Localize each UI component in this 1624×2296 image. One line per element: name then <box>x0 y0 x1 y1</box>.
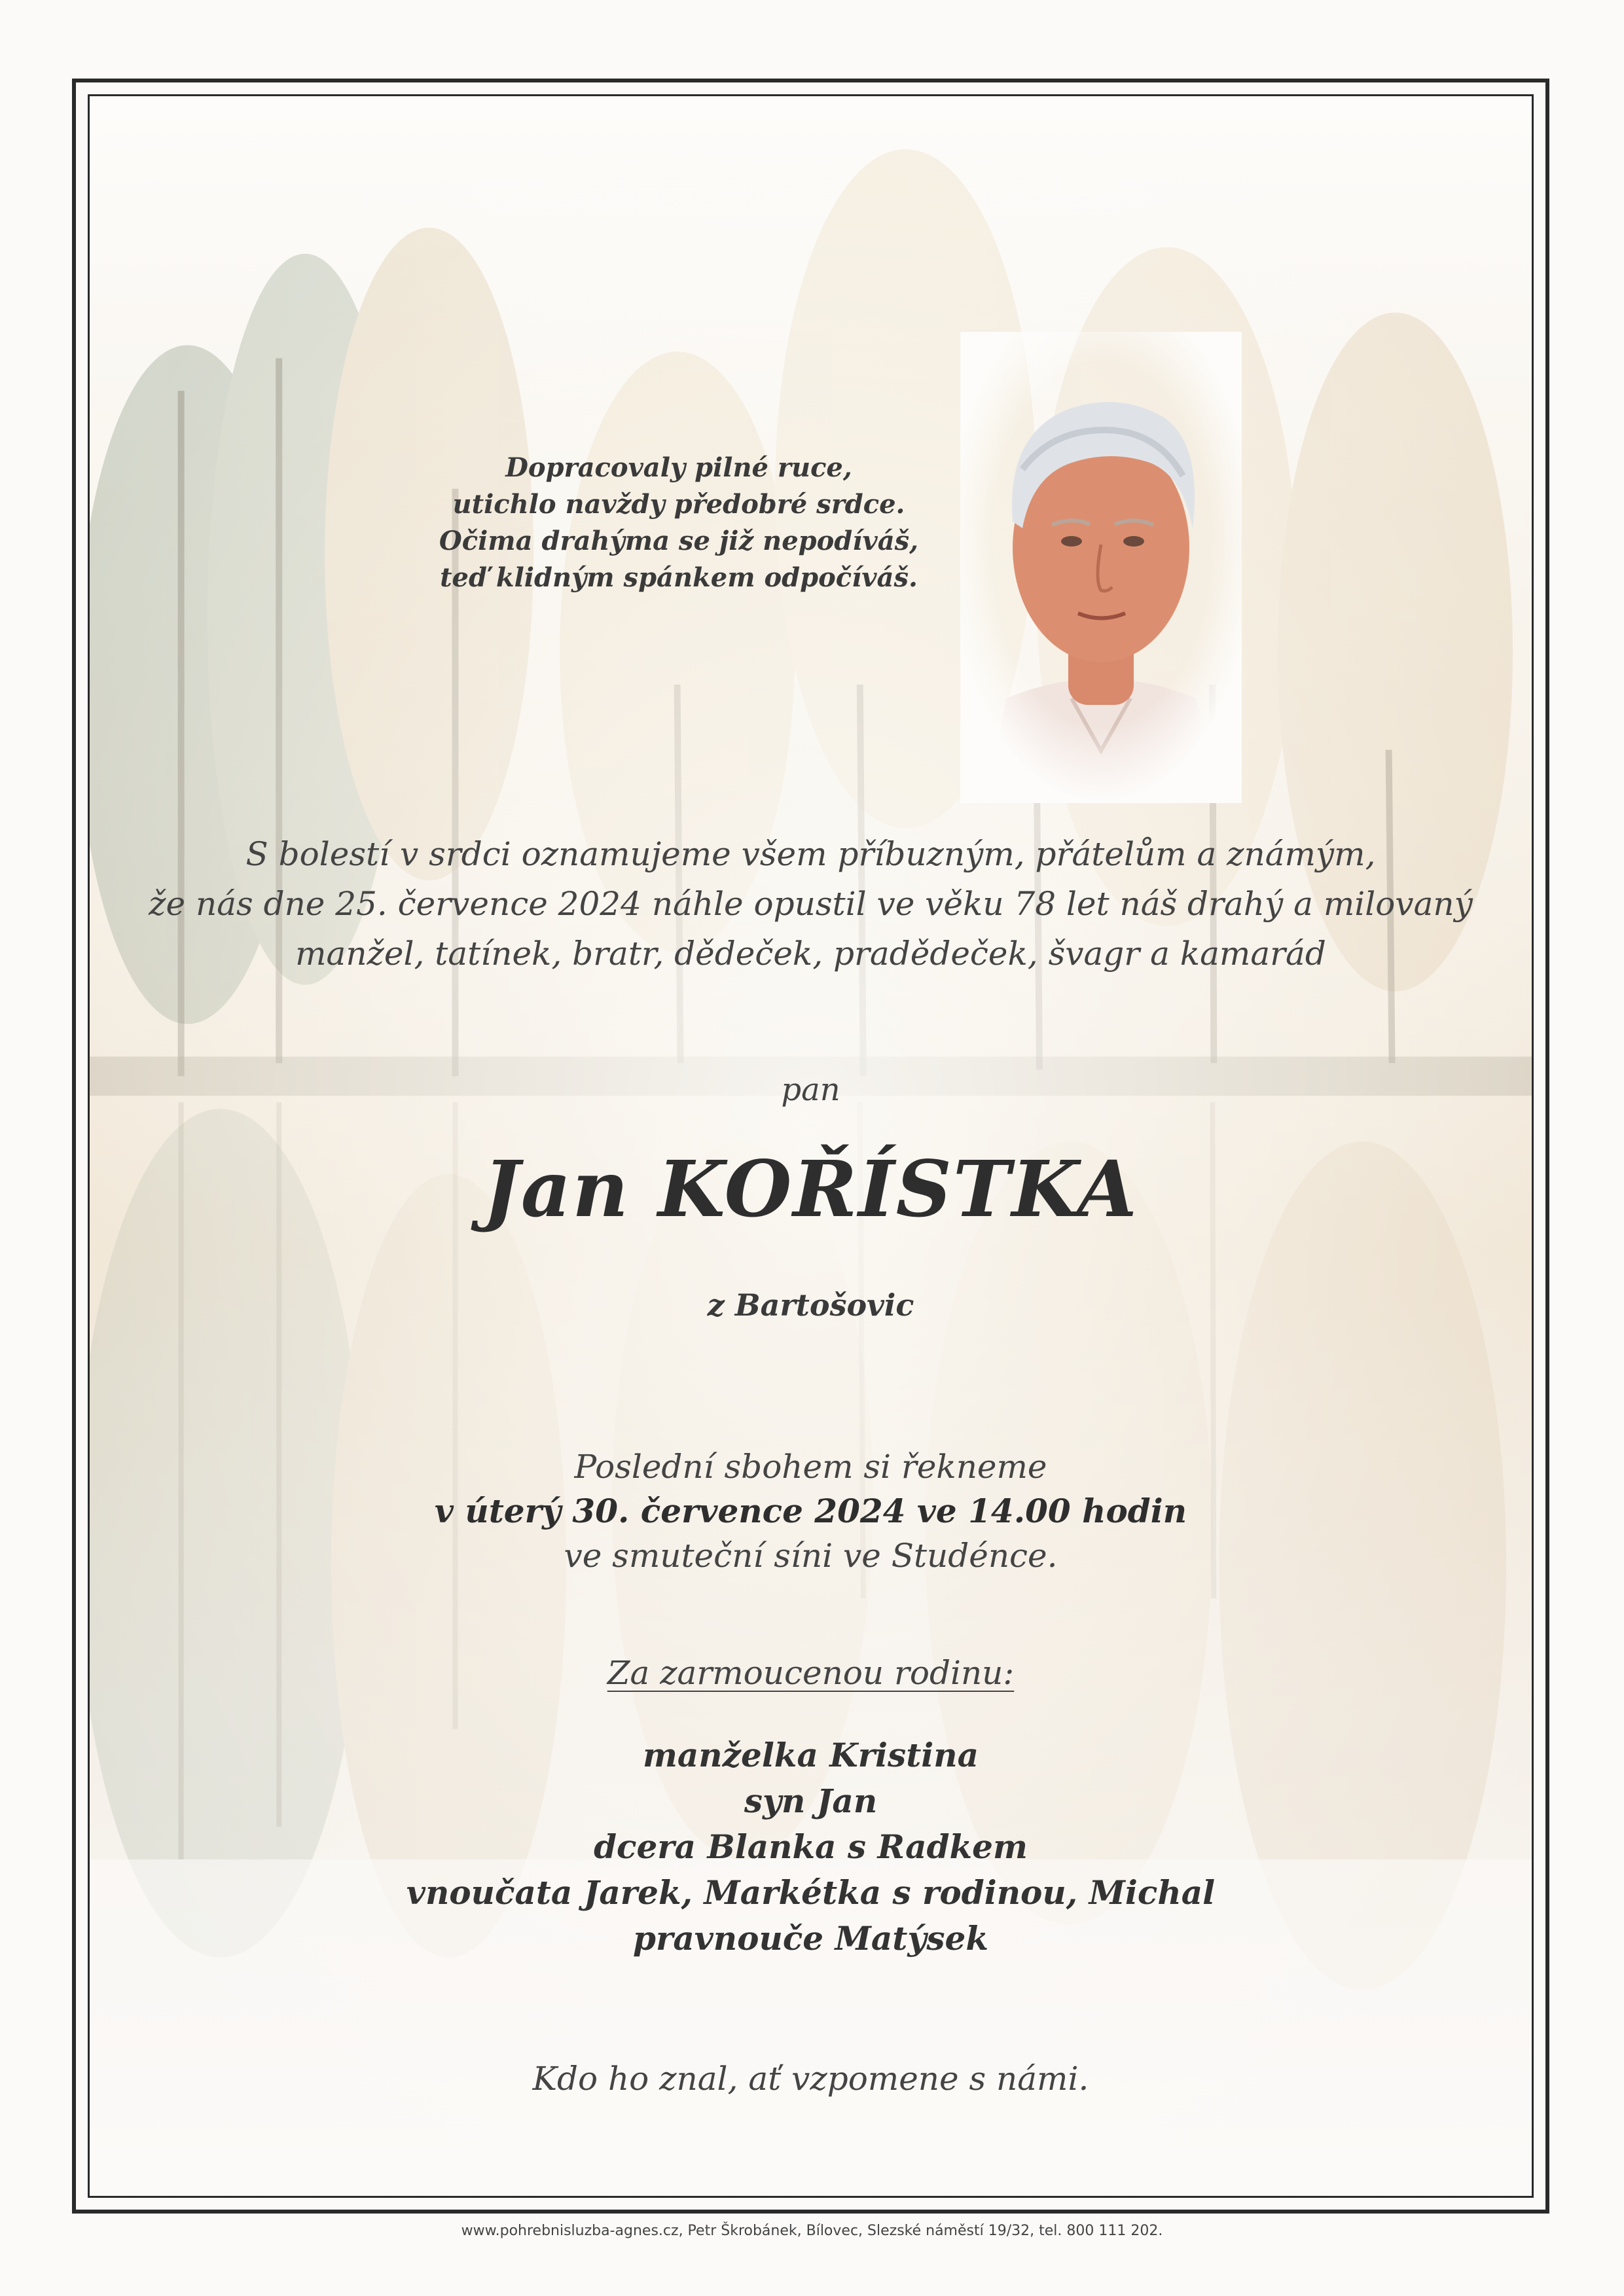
poem-line: utichlo navždy předobré srdce. <box>452 489 905 520</box>
farewell-details <box>90 1444 1532 1578</box>
portrait-photo <box>960 332 1242 803</box>
origin: z Bartošovic <box>707 1287 914 1323</box>
farewell-line: Poslední sbohem si řekneme <box>574 1448 1047 1486</box>
family-member: pravnouče Matýsek <box>633 1919 988 1958</box>
family-member: dcera Blanka s Radkem <box>594 1827 1028 1866</box>
farewell-place: ve smuteční síni ve Studénce. <box>564 1537 1058 1575</box>
poem-line: Očima drahýma se již nepodíváš, <box>439 526 919 556</box>
announcement-line: S bolestí v srdci oznamujeme všem příbuzným, přátelům a známým, <box>245 835 1376 873</box>
family-member: vnoučata Jarek, Markétka s rodinou, Michal <box>406 1873 1216 1912</box>
family-member: syn Jan <box>744 1782 878 1820</box>
deceased-name: Jan KOŘÍSTKA <box>483 1143 1138 1234</box>
poem <box>352 450 1006 596</box>
announcement <box>90 829 1532 978</box>
footer-contact: www.pohrebnisluzba-agnes.cz, Petr Škrobánek, Bílovec, Slezské náměstí 19/32, tel. 800 111 202. <box>461 2223 1163 2239</box>
announcement-line: manžel, tatínek, bratr, dědeček, pradědeček, švagr a kamarád <box>295 935 1326 973</box>
announcement-line: že nás dne 25. července 2024 náhle opustil ve věku 78 let náš drahý a milovaný <box>149 885 1473 923</box>
poem-line: Dopracovaly pilné ruce, <box>505 452 852 483</box>
family-member: manželka Kristina <box>642 1736 979 1774</box>
salutation: pan <box>781 1071 840 1108</box>
family-list <box>90 1732 1532 1962</box>
card-frame <box>88 94 1534 2198</box>
poem-line: teď klidným spánkem odpočíváš. <box>440 562 918 593</box>
closing-line: Kdo ho znal, ať vzpomene s námi. <box>532 2060 1089 2098</box>
farewell-date: v úterý 30. července 2024 ve 14.00 hodin <box>434 1492 1187 1530</box>
family-heading: Za zarmoucenou rodinu: <box>607 1654 1015 1692</box>
